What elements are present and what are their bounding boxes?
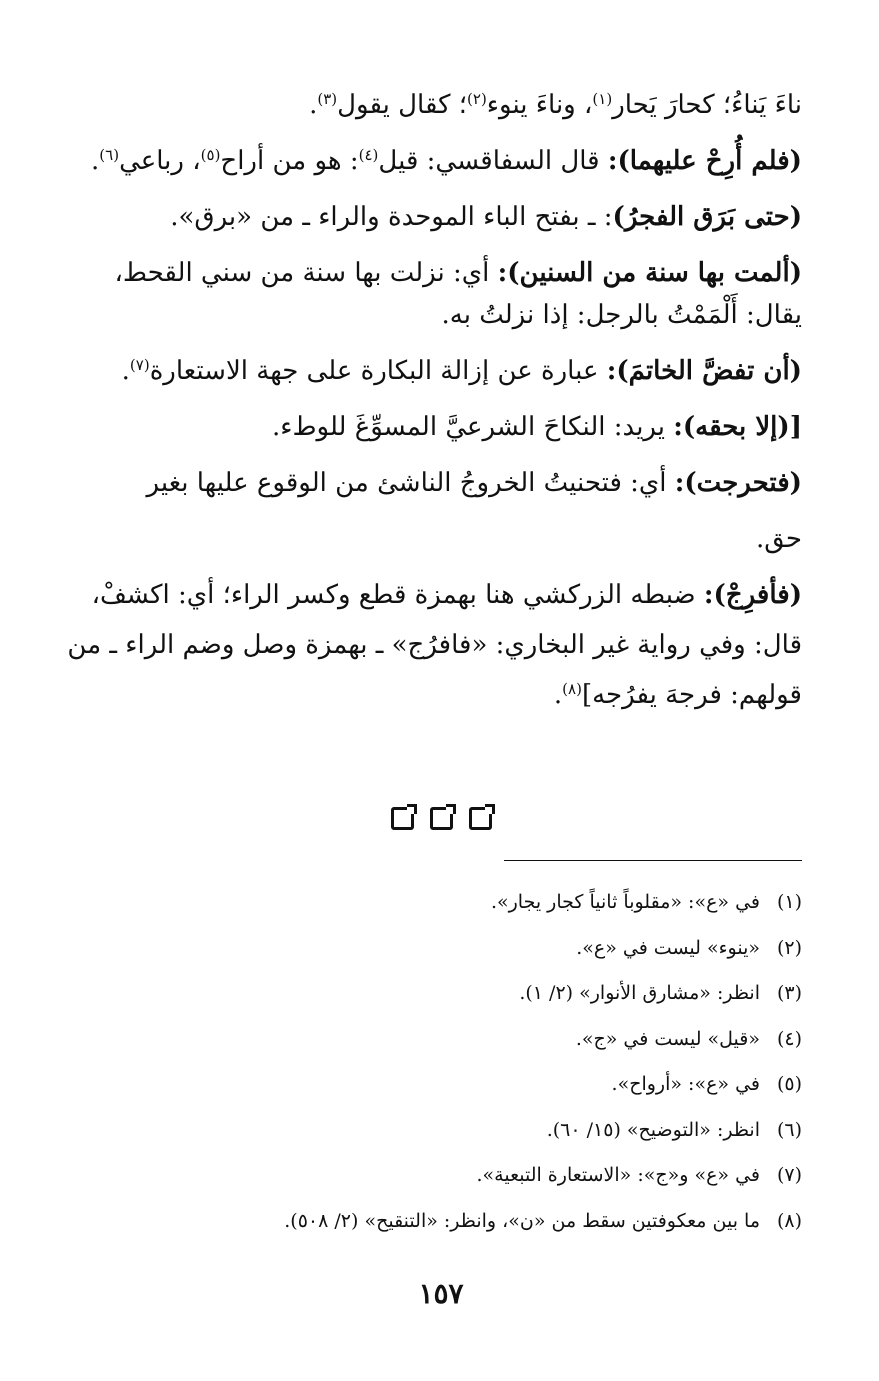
text-line-1: [80, 84, 802, 126]
text-line-4: [80, 252, 802, 294]
page-number: ١٥٧: [418, 1277, 464, 1310]
text: قولهم: فرجهَ يفرُجه]: [581, 680, 802, 710]
footnote-text: «قيل» ليست في «ج».: [575, 1027, 760, 1050]
footnote-item: [80, 1017, 802, 1063]
section-separator: [80, 807, 802, 834]
text: أي: نزلت بها سنة من سني القحط،: [114, 258, 498, 288]
text: قال السفاقسي: قيل: [378, 146, 608, 176]
text: .: [553, 680, 563, 710]
text: : هو من أراح: [220, 146, 359, 176]
text-line-5: [80, 294, 802, 336]
term-heading: (فلم أُرِحْ عليهما):: [607, 146, 802, 176]
footnote-number: (٢): [776, 936, 802, 959]
text: حق.: [755, 524, 802, 554]
footnote-ref[interactable]: (٧): [129, 356, 150, 374]
page-body: [67, 80, 802, 1310]
footnote-ref[interactable]: (١): [592, 90, 613, 108]
text: ، وناءَ ينوء: [486, 90, 593, 120]
text-line-11: [67, 624, 802, 666]
term-heading: (فأفرِجْ):: [703, 580, 802, 610]
footnotes: [80, 880, 802, 1244]
footnote-number: (٨): [776, 1209, 802, 1232]
footnote-text: «ينوء» ليست في «ع».: [576, 936, 760, 959]
text: عبارة عن إزالة البكارة على جهة الاستعارة: [149, 356, 607, 386]
footnote-item: [80, 1108, 802, 1154]
footnote-item: [80, 1153, 802, 1199]
text-line-12: [80, 674, 802, 716]
text: ؛ كقال يقول: [337, 90, 468, 120]
text-line-7: [80, 406, 802, 448]
term-heading: (ألمت بها سنة من السنين):: [497, 258, 802, 288]
text: ناءَ يَناءُ؛ كحارَ يَحار: [612, 90, 802, 120]
text: يقال: أَلْمَمْتُ بالرجل: إذا نزلتُ به.: [441, 300, 802, 330]
text: ضبطه الزركشي هنا بهمزة قطع وكسر الراء؛ أي: اكشفْ،: [91, 580, 704, 610]
footnote-item: [80, 926, 802, 972]
text: أي: فتحنيتُ الخروجُ الناشئ من الوقوع عليها بغير: [146, 468, 675, 498]
square-ornament-icon: [469, 807, 492, 830]
text-line-6: [80, 350, 802, 392]
footnote-number: (٣): [776, 982, 802, 1004]
footnote-text: انظر: «التوضيح» (١٥/ ٦٠).: [546, 1118, 760, 1141]
text: قال: وفي رواية غير البخاري: «فافرُج» ـ بهمزة وصل وضم الراء ـ من: [67, 630, 802, 660]
term-heading: [(إلا بحقه):: [673, 412, 802, 442]
footnote-item: [80, 1062, 802, 1108]
text: ، رباعي: [119, 146, 201, 176]
footnote-ref[interactable]: (٨): [562, 680, 582, 698]
footnote-ref[interactable]: (٢): [467, 90, 487, 108]
text-line-9: [80, 518, 802, 560]
footnote-item: [80, 1199, 802, 1245]
footnote-item: [80, 880, 802, 926]
footnote-number: (٥): [776, 1073, 802, 1095]
footnote-ref[interactable]: (٥): [200, 146, 221, 164]
text-line-10: [80, 574, 802, 616]
text-line-3: [80, 196, 802, 238]
footnote-ref[interactable]: (٤): [358, 146, 379, 164]
square-ornament-icon: [430, 807, 453, 830]
text-line-8: [80, 462, 802, 504]
footnote-divider: [504, 860, 802, 861]
footnote-number: (١): [776, 891, 802, 913]
footnote-text: في «ع»: «مقلوباً ثانياً كجار يجار».: [490, 891, 760, 913]
footnote-number: (٤): [776, 1027, 802, 1050]
text: يريد: النكاحَ الشرعيَّ المسوِّغَ للوطء.: [271, 412, 674, 442]
term-heading: (حتى بَرَق الفجرُ): [612, 202, 802, 232]
footnote-text: ما بين معكوفتين سقط من «ن»، وانظر: «التنقيح» (٢/ ٥٠٨).: [284, 1209, 760, 1232]
footnote-number: (٦): [776, 1118, 802, 1141]
footnote-number: (٧): [776, 1164, 802, 1186]
text-line-2: [80, 140, 802, 182]
term-heading: (فتحرجت):: [674, 468, 802, 498]
square-ornament-icon: [391, 807, 414, 830]
text: .: [309, 90, 318, 120]
footnote-text: انظر: «مشارق الأنوار» (٢/ ١).: [519, 982, 760, 1004]
footnote-ref[interactable]: (٦): [99, 146, 120, 164]
term-heading: (أن تفضَّ الخاتمَ):: [606, 356, 802, 386]
text: : ـ بفتح الباء الموحدة والراء ـ من «برق».: [170, 202, 613, 232]
text: .: [91, 146, 100, 176]
footnote-text: في «ع»: «أرواح».: [611, 1073, 760, 1095]
footnote-item: [80, 971, 802, 1017]
footnote-text: في «ع» و«ج»: «الاستعارة التبعية».: [476, 1164, 760, 1186]
text: .: [121, 356, 130, 386]
footnote-ref[interactable]: (٣): [317, 90, 338, 108]
